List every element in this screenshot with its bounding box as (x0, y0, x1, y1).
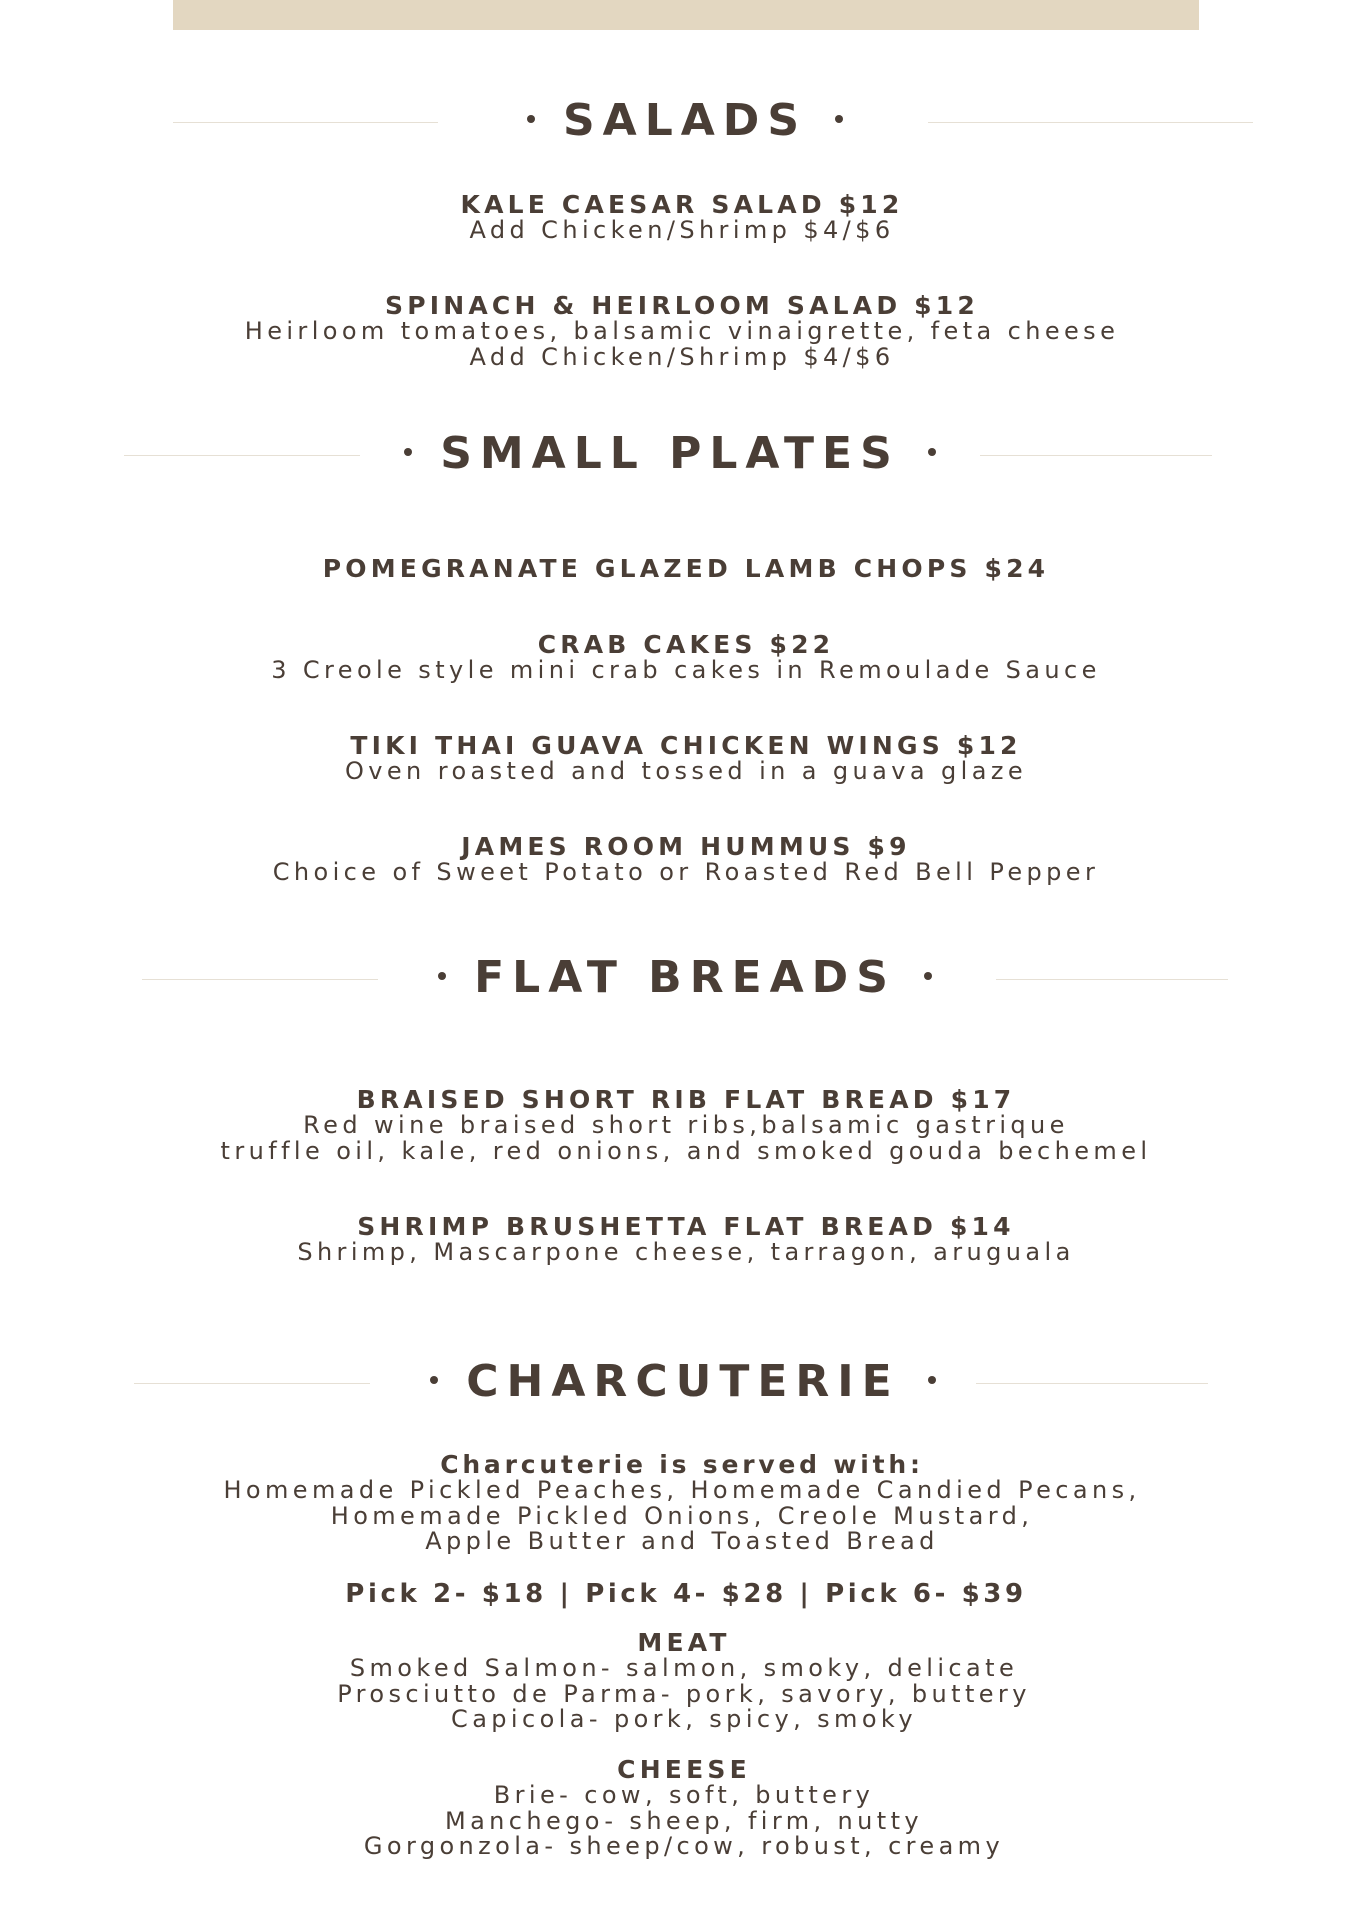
section-title: CHARCUTERIE (466, 1356, 900, 1407)
section-header-charcuterie (0, 1356, 1360, 1412)
menu-item (6, 1214, 1360, 1266)
item-name: KALE CAESAR SALAD $12 (460, 190, 904, 219)
section-header-flat-breads (0, 952, 1360, 1008)
served-with-title: Charcuterie is served with: (440, 1450, 924, 1479)
meat-item: Smoked Salmon- salmon, smoky, delicate (349, 1654, 1019, 1682)
meat-heading: MEAT (637, 1628, 731, 1657)
item-name: BRAISED SHORT RIB FLAT BREAD $17 (356, 1085, 1016, 1114)
menu-item (6, 632, 1360, 684)
bullet-dot-icon (924, 972, 932, 980)
bullet-dot-icon (928, 1376, 936, 1384)
item-name: JAMES ROOM HUMMUS $9 (461, 832, 911, 861)
meat-item: Prosciutto de Parma- pork, savory, buttery (337, 1679, 1031, 1708)
meat-list (4, 1630, 1360, 1733)
served-with-line: Apple Butter and Toasted Bread (425, 1527, 939, 1555)
menu-item (2, 293, 1360, 370)
item-name: SPINACH & HEIRLOOM SALAD $12 (385, 291, 979, 320)
served-with-line: Homemade Pickled Peaches, Homemade Candied Pecans, (223, 1476, 1141, 1504)
meat-item: Capicola- pork, spicy, smoky (451, 1705, 917, 1733)
item-name: CRAB CAKES $22 (537, 630, 835, 659)
served-with-line: Homemade Pickled Onions, Creole Mustard, (330, 1501, 1034, 1530)
menu-item (6, 556, 1360, 582)
menu-item (2, 192, 1360, 244)
cheese-list (4, 1757, 1360, 1860)
cheese-item: Brie- cow, soft, buttery (493, 1781, 875, 1809)
cheese-item: Manchego- sheep, firm, nutty (444, 1806, 924, 1835)
item-description: 3 Creole style mini crab cakes in Remoulade Sauce (271, 656, 1101, 684)
bullet-dot-icon (527, 115, 535, 123)
item-description: truffle oil, kale, red onions, and smoked gouda bechemel (220, 1136, 1152, 1165)
item-description: Oven roasted and tossed in a guava glaze (345, 757, 1027, 785)
cheese-heading: CHEESE (617, 1755, 751, 1784)
pick-pricing (6, 1580, 1360, 1608)
section-header-salads (0, 95, 1360, 151)
section-title: FLAT BREADS (474, 952, 896, 1003)
item-description: Add Chicken/Shrimp $4/$6 (469, 216, 895, 244)
bullet-dot-icon (928, 448, 936, 456)
menu-item (6, 834, 1360, 886)
item-name: POMEGRANATE GLAZED LAMB CHOPS $24 (322, 554, 1050, 583)
cheese-item: Gorgonzola- sheep/cow, robust, creamy (363, 1832, 1005, 1860)
bullet-dot-icon (835, 115, 843, 123)
menu-item (6, 1087, 1360, 1164)
item-description: Choice of Sweet Potato or Roasted Red Bell Pepper (272, 858, 1100, 886)
pick-pricing-line: Pick 2- $18 | Pick 4- $28 | Pick 6- $39 (345, 1579, 1027, 1609)
top-banner-bar (173, 0, 1199, 30)
menu-item (6, 733, 1360, 785)
served-with-block (2, 1452, 1360, 1555)
item-name: SHRIMP BRUSHETTA FLAT BREAD $14 (357, 1212, 1015, 1241)
item-description: Shrimp, Mascarpone cheese, tarragon, aruguala (297, 1238, 1075, 1266)
item-description: Heirloom tomatoes, balsamic vinaigrette, feta cheese (244, 317, 1120, 345)
section-header-small-plates (0, 428, 1360, 484)
bullet-dot-icon (404, 448, 412, 456)
item-description: Add Chicken/Shrimp $4/$6 (469, 342, 895, 371)
bullet-dot-icon (438, 972, 446, 980)
item-name: TIKI THAI GUAVA CHICKEN WINGS $12 (350, 731, 1022, 760)
section-title: SALADS (562, 95, 808, 146)
item-description: Red wine braised short ribs,balsamic gastrique (303, 1111, 1069, 1139)
section-title: SMALL PLATES (440, 428, 900, 479)
bullet-dot-icon (430, 1376, 438, 1384)
